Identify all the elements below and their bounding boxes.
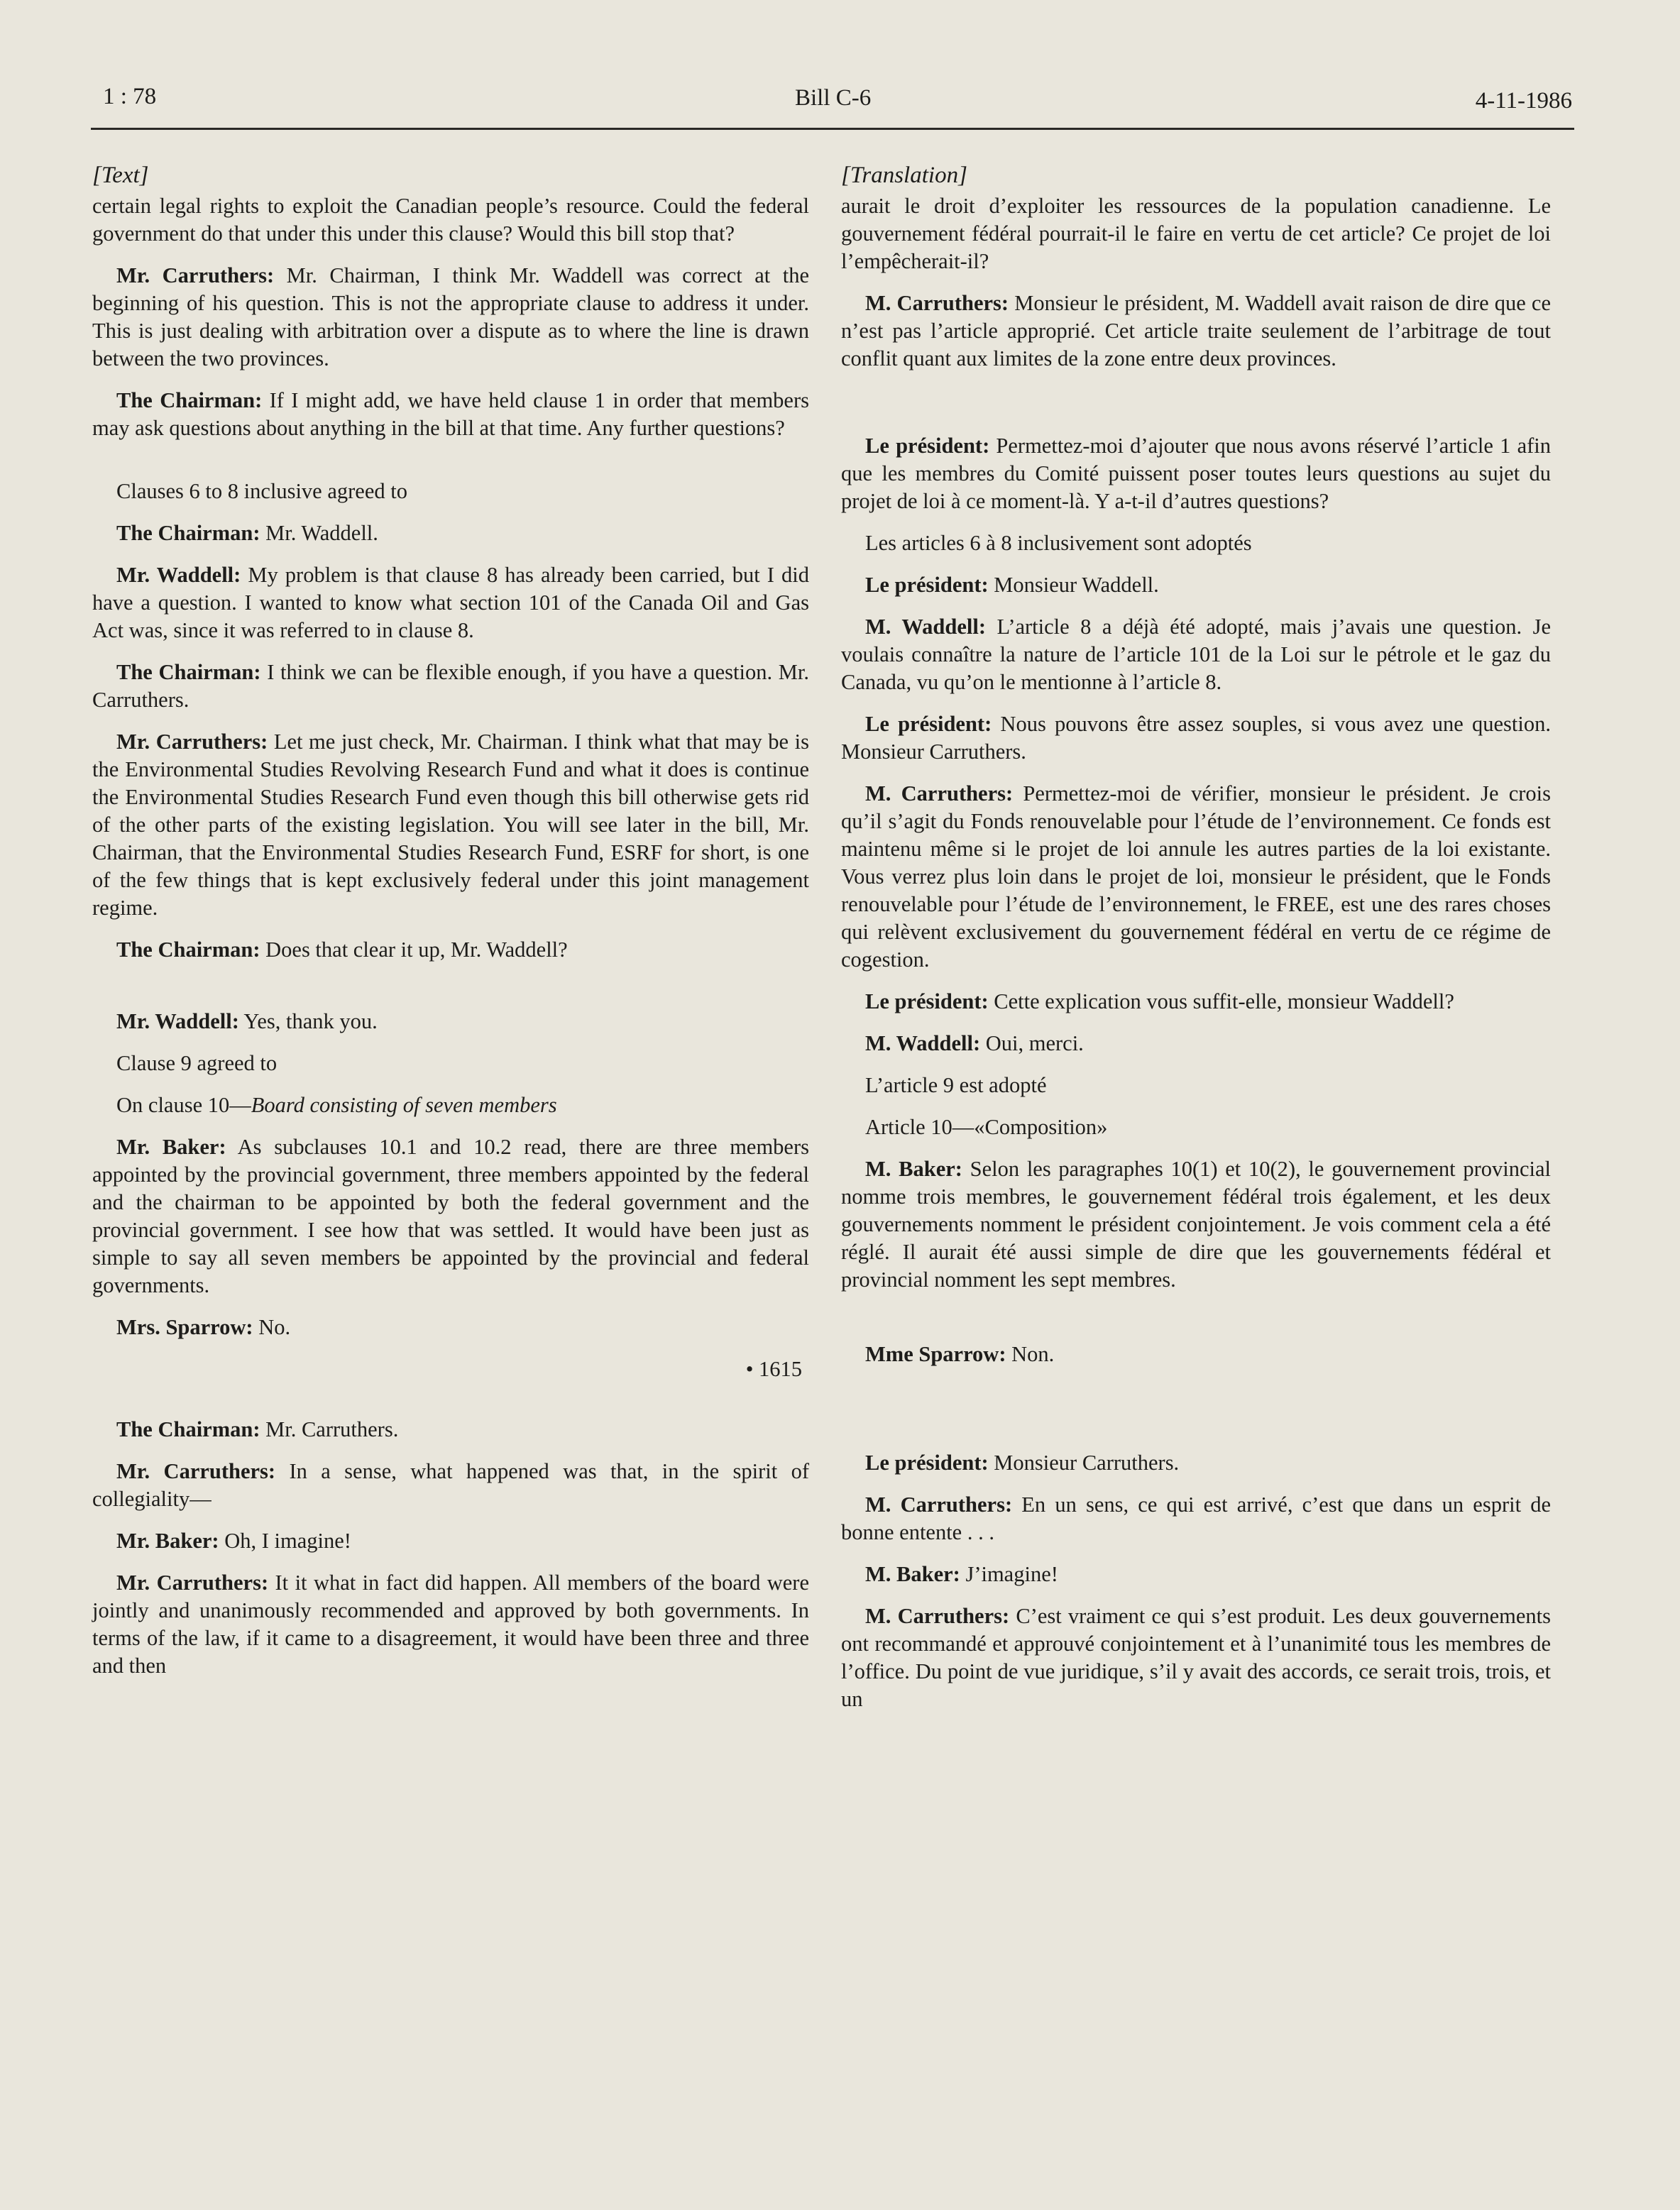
paragraph [841, 780, 1551, 974]
speaker: M. Baker: [865, 1562, 960, 1586]
speaker: M. Carruthers: [865, 1604, 1010, 1628]
speech-text: En un sens, ce qui est arrivé, c’est que dans un esprit de bonne entente . . . [841, 1492, 1551, 1544]
speech-text: In a sense, what happened was that, in the spirit of collegiality— [92, 1459, 809, 1511]
speaker: Mr. Waddell: [116, 563, 241, 587]
speech-text: Monsieur Waddell. [988, 573, 1159, 597]
speech-text: As subclauses 10.1 and 10.2 read, there are three members appointed by the provincial government, three members appointed by the federal and the chairman to be appointed by both the federal government and the provincial government. I see how that was settled. It would have been just as simple to say all seven members be appointed by the provincial and federal governments. [92, 1135, 809, 1297]
paragraph [92, 1133, 809, 1299]
paragraph [92, 1527, 809, 1555]
paragraph [92, 1416, 809, 1444]
speaker: The Chairman: [116, 388, 263, 412]
paragraph [841, 571, 1551, 599]
paragraph [841, 1561, 1551, 1588]
proceeding-note: Les articles 6 à 8 inclusivement sont adoptés [865, 531, 1252, 555]
speaker: Mrs. Sparrow: [116, 1315, 253, 1339]
speaker: Le président: [865, 1451, 989, 1475]
paragraph [92, 561, 809, 644]
clause-heading: Article 10—«Composition» [865, 1115, 1108, 1139]
paragraph: certain legal rights to exploit the Canadian people’s resource. Could the federal government do that under this under this clause? Would this bill stop that? [92, 194, 809, 246]
paragraph: aurait le droit d’exploiter les ressources de la population canadienne. Le gouvernement fédéral pourrait-il le faire en vertu de cet article? Ce projet de loi l’empêcherait-il? [841, 194, 1551, 273]
speaker: Mr. Carruthers: [116, 1459, 276, 1483]
paragraph [92, 1314, 809, 1341]
speaker: The Chairman: [116, 660, 261, 684]
speech-text: Mr. Chairman, I think Mr. Waddell was correct at the beginning of his question. This is not the appropriate clause to address it under. This is just dealing with arbitration over a dispute as to where the line is drawn between the two provinces. [92, 263, 809, 370]
proceeding-note: Clause 9 agreed to [116, 1051, 278, 1075]
bill-title: Bill C-6 [795, 85, 872, 111]
paragraph [841, 613, 1551, 696]
speech-text: Monsieur le président, M. Waddell avait raison de dire que ce n’est pas l’article approprié. Cet article traite seulement de l’arbitrage de tout conflit quant aux limites de la zone entre deux provinces. [841, 291, 1551, 370]
paragraph [841, 432, 1551, 515]
speaker: The Chairman: [116, 1417, 260, 1441]
speaker: M. Carruthers: [865, 291, 1009, 315]
paragraph [841, 1491, 1551, 1546]
speaker: The Chairman: [116, 521, 260, 545]
clause-prefix: On clause 10— [116, 1093, 251, 1117]
speech-text: No. [253, 1315, 291, 1339]
clause-title: Board consisting of seven members [251, 1093, 557, 1117]
speech-text: Cette explication vous suffit-elle, monsieur Waddell? [988, 989, 1454, 1013]
paragraph [92, 1569, 809, 1680]
speech-text: Does that clear it up, Mr. Waddell? [260, 938, 568, 962]
speech-text: Non. [1006, 1342, 1055, 1366]
speech-text: Mr. Waddell. [260, 521, 378, 545]
paragraph [841, 1602, 1551, 1713]
speaker: Mme Sparrow: [865, 1342, 1006, 1366]
proceeding-note: Clauses 6 to 8 inclusive agreed to [116, 479, 407, 503]
speaker: Le président: [865, 573, 989, 597]
paragraph [841, 1449, 1551, 1477]
speaker: Mr. Carruthers: [116, 263, 275, 287]
speaker: The Chairman: [116, 938, 260, 962]
time-marker: • 1615 [745, 1357, 802, 1381]
page-number: 1 : 78 [103, 84, 157, 109]
page-date: 4-11-1986 [1475, 88, 1572, 114]
paragraph [841, 290, 1551, 373]
speech-text: Yes, thank you. [238, 1009, 378, 1033]
header-rule [91, 128, 1574, 130]
speaker: Mr. Baker: [116, 1529, 219, 1553]
paragraph [92, 262, 809, 373]
english-column [92, 162, 809, 1694]
french-column [841, 162, 1551, 1727]
speaker: M. Waddell: [865, 1031, 981, 1055]
paragraph [841, 1341, 1551, 1368]
speaker: M. Baker: [865, 1157, 962, 1181]
speech-text: C’est vraiment ce qui s’est produit. Les deux gouvernements ont recommandé et approuvé conjointement et à l’unanimité tous les membres de l’office. Du point de vue juridique, s’il y avait des accords, ce serait trois, trois, et un [841, 1604, 1551, 1711]
speaker: Mr. Baker: [116, 1135, 226, 1159]
speaker: Mr. Carruthers: [116, 1571, 269, 1595]
speech-text: Monsieur Carruthers. [988, 1451, 1180, 1475]
paragraph [92, 1458, 809, 1513]
speaker: Mr. Waddell: [116, 1009, 239, 1033]
paragraph [92, 387, 809, 442]
paragraph [92, 728, 809, 922]
speaker: Le président: [865, 712, 992, 736]
speech-text: Oui, merci. [980, 1031, 1084, 1055]
speech-text: My problem is that clause 8 has already been carried, but I did have a question. I wanted to know what section 101 of the Canada Oil and Gas Act was, since it was referred to in clause 8. [92, 563, 809, 642]
speaker: M. Waddell: [865, 615, 986, 639]
speech-text: L’article 8 a déjà été adopté, mais j’avais une question. Je voulais connaître la nature de l’article 101 de la Loi sur le pétrole et le gaz du Canada, vu qu’on le mentionne à l’article 8. [841, 615, 1551, 694]
speech-text: Mr. Carruthers. [260, 1417, 399, 1441]
speech-text: J’imagine! [960, 1562, 1058, 1586]
speech-text: Oh, I imagine! [219, 1529, 351, 1553]
speech-text: Let me just check, Mr. Chairman. I think what that may be is the Environmental Studies Revolving Research Fund and what it does is continue the Environmental Studies Research Fund even though this bill otherwise gets rid of the other parts of the existing legislation. You will see later in the bill, Mr. Chairman, that the Environmental Studies Research Fund, ESRF for short, is one of the few things that is kept exclusively federal under this joint management regime. [92, 730, 810, 920]
paragraph [841, 1030, 1551, 1057]
speech-text: If I might add, we have held clause 1 in order that members may ask questions about anything in the bill at that time. Any further questions? [92, 388, 809, 440]
language-label: [Translation] [841, 163, 967, 188]
speaker: M. Carruthers: [865, 781, 1014, 806]
speech-text: Permettez-moi de vérifier, monsieur le président. Je crois qu’il s’agit du Fonds renouvelable pour l’étude de l’environnement. Ce fonds est maintenu même si le projet de loi annule les autres parties de la loi existante. Vous verrez plus loin dans le projet de loi, monsieur le président, que le Fonds renouvelable pour l’étude de l’environnement, le FREE, est une des rares choses qui relèvent exclusivement du gouvernement fédéral en vertu de ce régime de cogestion. [841, 781, 1551, 972]
paragraph [92, 1008, 809, 1035]
speech-text: It it what in fact did happen. All members of the board were jointly and unanimously recommended and approved by both governments. In terms of the law, if it came to a disagreement, it would have been three and three and then [92, 1571, 809, 1678]
page-header [103, 84, 1572, 126]
paragraph [92, 936, 809, 964]
paragraph [841, 710, 1551, 766]
paragraph [841, 1155, 1551, 1294]
speech-text: Selon les paragraphes 10(1) et 10(2), le gouvernement provincial nomme trois membres, le gouvernement fédéral trois également, et les deux gouvernements nomment le président conjointement. Je vois comment cela a été réglé. Il aurait été aussi simple de dire que les gouvernements fédéral et provincial nomment les sept membres. [841, 1157, 1551, 1292]
speaker: Mr. Carruthers: [116, 730, 268, 754]
paragraph [92, 519, 809, 547]
speech-text: Nous pouvons être assez souples, si vous avez une question. Monsieur Carruthers. [841, 712, 1551, 764]
speech-text: I think we can be flexible enough, if you have a question. Mr. Carruthers. [92, 660, 809, 712]
language-label: [Text] [92, 163, 149, 188]
speech-text: Permettez-moi d’ajouter que nous avons réservé l’article 1 afin que les membres du Comité puissent poser toutes leurs questions au sujet du projet de loi à ce moment-là. Y a-t-il d’autres questions? [841, 434, 1551, 513]
paragraph [841, 988, 1551, 1016]
speaker: Le président: [865, 989, 989, 1013]
speaker: M. Carruthers: [865, 1492, 1013, 1517]
paragraph [92, 659, 809, 714]
clause-heading [92, 1092, 809, 1119]
proceeding-note: L’article 9 est adopté [865, 1073, 1047, 1097]
speaker: Le président: [865, 434, 990, 458]
